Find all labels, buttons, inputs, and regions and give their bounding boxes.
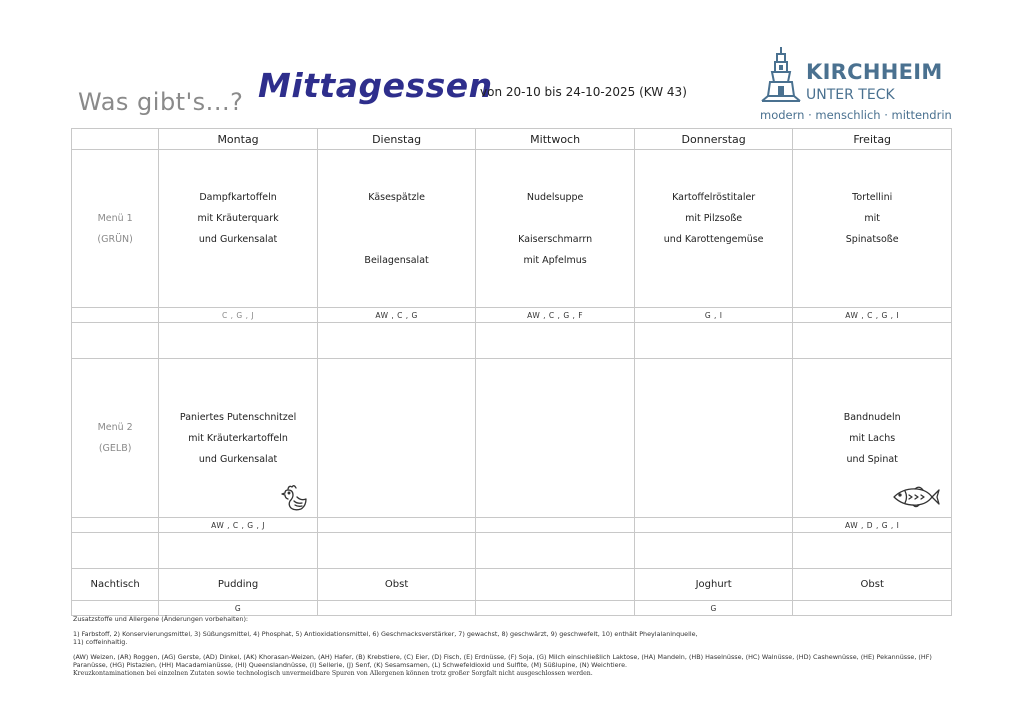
allergen-codes: G , I [634,308,793,323]
allergen-codes: G [634,601,793,616]
logo-name: KIRCHHEIM [806,60,943,84]
dessert-item: Obst [793,569,952,601]
menu1-title: Menü 1 [97,212,133,224]
dish-line [159,250,317,271]
dish-line: und Gurkensalat [198,453,278,465]
dish-line [318,208,476,229]
menu2-title: Menü 2 [97,422,133,433]
dish-line: Tortellini [852,191,893,203]
day-header: Freitag [793,129,952,150]
dish-line: mit Pilzsoße [685,212,743,224]
logo-tagline: modern · menschlich · mittendrin [760,108,952,122]
additives-text: 11) coffeinhaltig. [73,638,128,647]
logo-subtitle: UNTER TECK [806,87,895,103]
dish-line: und Gurkensalat [198,233,278,245]
disclaimer-text: Kreuzkontaminationen bei einzelnen Zutaten sowie technologisch unvermeidbare Spuren von Allergenen können trotz großer Sorgfalt nicht ausgeschlossen werden. [73,669,593,677]
notes-heading: Zusatzstoffe und Allergene (Änderungen vorbehalten): [73,615,249,623]
city-logo [760,46,960,126]
dish-line: mit Apfelmus [523,254,587,266]
dish-line: mit Kräuterkartoffeln [188,432,288,444]
spacer-row [72,323,952,359]
corner-cell [72,129,159,150]
dish-line: und Karottengemüse [663,233,764,245]
dish-line: Käsespätzle [368,191,425,203]
menu1-label [72,150,159,308]
day-header: Dienstag [317,129,476,150]
dish-line: Beilagensalat [364,254,429,266]
dish-line: Bandnudeln [843,411,901,423]
menu-table [71,128,952,616]
day-header: Montag [159,129,318,150]
allergen-codes [476,518,635,533]
allergens-text: Paranüsse, (HG) Pistazien, (HH) Macadamianüsse, (HI) Queenslandnüsse, (I) Sellerie, (J) Senf, (K) Sesamsamen, (L) Schwefeldioxid und Sulfite, (M) Süßlupine, (N) Weichtiere. [73,661,628,670]
allergen-notes [73,615,953,679]
allergen-codes: AW , D , G , I [793,518,952,533]
dessert-row [72,569,952,601]
menu2-dish-mittwoch [476,359,635,518]
menu1-dish-donnerstag [634,150,793,308]
dish-line: Dampfkartoffeln [199,191,277,203]
dish-line: mit [864,212,881,224]
dish-line [476,208,634,229]
dish-line: Spinatsoße [845,233,899,245]
day-header: Mittwoch [476,129,635,150]
dessert-item: Pudding [159,569,318,601]
dish-line: Kaiserschmarrn [518,233,593,245]
date-range: von 20-10 bis 24-10-2025 (KW 43) [480,85,687,99]
menu1-dish-mittwoch [476,150,635,308]
dish-line: mit Kräuterquark [197,212,279,224]
dish-line [793,250,951,271]
additives-text: 1) Farbstoff, 2) Konservierungsmittel, 3) Süßungsmittel, 4) Phosphat, 5) Antioxidationsmittel, 6) Geschmacksverstärker, 7) gewachst, 8) geschwärzt, 9) geschwefelt, 10) enthält Pheylalaninquelle, [73,629,698,638]
menu2-dish-donnerstag [634,359,793,518]
dessert-item: Joghurt [634,569,793,601]
menu1-color: (GRÜN) [97,233,133,245]
menu1-row [72,150,952,308]
menu2-label [72,359,159,518]
allergen-codes [634,518,793,533]
allergen-codes: G [159,601,318,616]
dish-line: Kartoffelröstitaler [672,191,756,203]
allergen-codes: AW , C , G , J [159,518,318,533]
menu1-allergen-row [72,308,952,323]
dessert-label: Nachtisch [72,569,159,601]
allergen-codes: AW , C , G , F [476,308,635,323]
allergen-codes [317,601,476,616]
allergen-codes: AW , C , G [317,308,476,323]
dessert-item [476,569,635,601]
spacer-row [72,533,952,569]
menu1-dish-montag [159,150,318,308]
dish-line: mit Lachs [849,432,896,444]
allergens-text: (AW) Weizen, (AR) Roggen, (AG) Gerste, (AD) Dinkel, (AK) Khorasan-Weizen, (AH) Hafer, (B) Krebstiere, (C) Eier, (D) Fisch, (E) Erdnüsse, (F) Soja, (G) Milch einschließlich Laktose, (HA) Mandeln, (HB) Haselnüsse, (HC) Walnüsse, (HD) Cashewnüsse, (HE) Pekannüsse, (HF) [73,652,932,661]
header-prefix: Was gibt's...? [78,88,244,116]
menu2-color: (GELB) [98,443,132,454]
chicken-icon [279,483,309,513]
menu2-dish-dienstag [317,359,476,518]
allergen-codes: C , G , J [159,308,318,323]
allergen-codes [793,601,952,616]
day-header-row [72,129,952,150]
menu1-dish-freitag [793,150,952,308]
dessert-allergen-row [72,601,952,616]
day-header: Donnerstag [634,129,793,150]
page-title: Mittagessen [258,66,493,105]
menu1-dish-dienstag [317,150,476,308]
dish-line: Paniertes Putenschnitzel [179,411,297,423]
dish-line [635,250,793,271]
menu2-allergen-row [72,518,952,533]
fish-icon [891,485,941,509]
dish-line: und Spinat [846,453,898,465]
dessert-item: Obst [317,569,476,601]
menu2-dish-montag [159,359,318,518]
dish-line [318,229,476,250]
allergen-codes [476,601,635,616]
church-tower-icon [760,46,802,104]
allergen-codes: AW , C , G , I [793,308,952,323]
dish-line: Nudelsuppe [526,191,584,203]
menu2-row [72,359,952,518]
allergen-codes [317,518,476,533]
menu2-dish-freitag [793,359,952,518]
